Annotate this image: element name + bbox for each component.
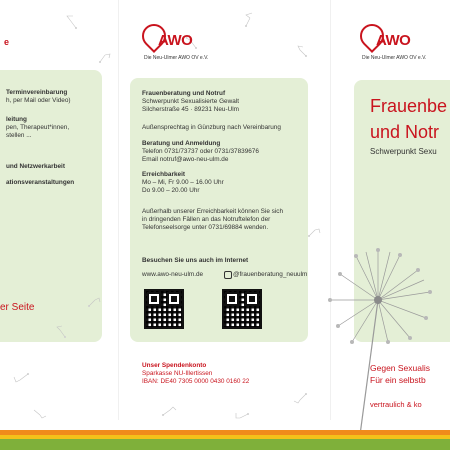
cover-title-line2: und Notr [370,122,440,142]
awo-logo-cover [360,28,427,61]
note-line: Außerhalb unserer Erreichbarkeit können Sie sich [142,208,284,215]
cover-title-line1: Frauenbe [370,96,448,116]
beratung-title: Beratung und Anmeldung [142,140,221,147]
hours-line: Mo – Mi, Fr 9.00 – 16.00 Uhr [142,179,224,187]
left-line: leitung [6,116,27,123]
cover-slogan-line2: Für ein selbstb [370,375,426,385]
awo-logo [142,28,209,61]
left-text-block-4: ationsveranstaltungen [6,179,75,186]
cover-slogan-line1: Gegen Sexualis [370,363,431,373]
address-note: Außensprechtag in Günzburg nach Vereinbarung [142,124,281,131]
logo-subtitle: Die Neu-Ulmer AWO OV e.V. [362,55,427,61]
qr-code-instagram [222,289,262,329]
org-address: Silcherstraße 45 · 89231 Neu-Ulm [142,106,239,114]
qr-code-website [144,289,184,329]
left-text-block-3: und Netzwerkarbeit [6,163,65,170]
left-line: pen, Therapeut*innen, [6,124,70,132]
logo-brand: AWO [376,32,411,49]
left-seite-label: er Seite [0,302,35,313]
hours-line: Do 9.00 – 20.00 Uhr [142,187,200,195]
web-title: Besuchen Sie uns auch im Internet [142,257,249,264]
contact-heading [142,90,239,115]
org-focus: Schwerpunkt Sexualisierte Gewalt [142,98,239,106]
note-line: Telefonseelsorge unter 0731/69884 wenden. [142,224,269,232]
website-link[interactable]: www.awo-neu-ulm.de [142,271,204,278]
instagram-icon [224,271,232,279]
email-line: Email notruf@awo-neu-ulm.de [142,156,229,164]
beratung-section [142,140,259,165]
org-name: Frauenberatung und Notruf [142,90,226,97]
donation-account [142,362,249,387]
donation-title: Unser Spendenkonto [142,362,207,369]
left-line: stellen ... [6,132,32,140]
left-text-block-2 [6,116,69,141]
left-partial-title: e [4,37,10,47]
instagram-handle[interactable]: @frauenberatung_neuulm [233,271,308,278]
note-line: in dringenden Fällen an das Notruftelefon der [142,216,271,224]
left-line: Terminvereinbarung [6,89,68,96]
cover-subtitle: Schwerpunkt Sexu [370,147,437,156]
cover-tagline: vertraulich & ko [370,400,422,409]
left-line: h, per Mail oder Video) [6,97,71,105]
logo-brand: AWO [158,32,193,49]
donation-bank: Sparkasse NU-Illertissen [142,370,213,378]
left-text-block-1 [6,89,71,105]
erreichbarkeit-section [142,171,224,196]
emergency-note [142,208,283,233]
erreich-title: Erreichbarkeit [142,171,185,178]
phone-line: Telefon 0731/73737 oder 0731/37839676 [142,148,259,156]
logo-subtitle: Die Neu-Ulmer AWO OV e.V. [144,55,209,61]
donation-iban: IBAN: DE40 7305 0000 0430 0160 22 [142,378,250,386]
green-stripe [0,439,450,450]
